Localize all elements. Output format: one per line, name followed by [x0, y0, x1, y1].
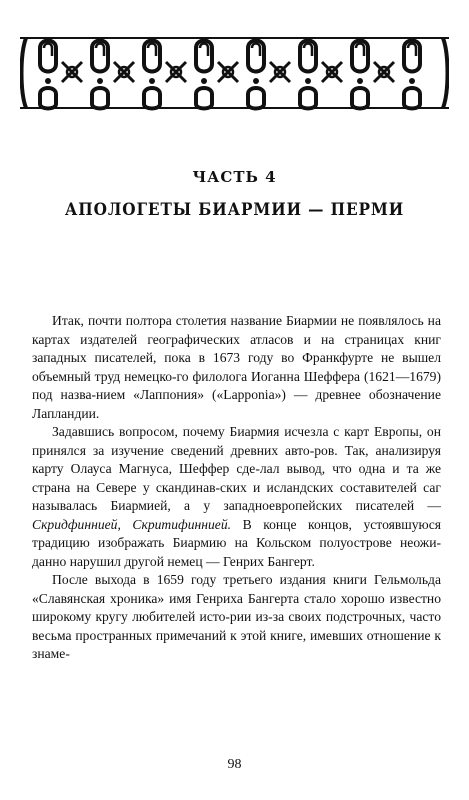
chapter-title: АПОЛОГЕТЫ БИАРМИИ — ПЕРМИ — [64, 200, 405, 220]
paragraph-2 — [32, 423, 441, 571]
chapter-number: ЧАСТЬ 4 — [192, 168, 277, 186]
paragraph-2-italic: Скридфиннией, Скритифиннией. — [32, 516, 232, 532]
paragraph-2-end: В конце концов, устоявшуюся традицию изображать Биармию на Кольском полуострове неожи-данно нарушил другой немец — Генрих Бангерт. — [32, 516, 441, 569]
paragraph-2-start: Задавшись вопросом, почему Биармия исчезла с карт Европы, он принялся за изучение сведений древних авто-ров. Так, анализируя карту Олауса Магнуса, Шеффер сде-лал вывод, что одна и та же страна на Севере у скандинав-ских и исландских составителей саг называлась Биармией, а у западноевропейских писателей — — [32, 424, 441, 513]
paragraph-3: После выхода в 1659 году третьего издания книги Гельмольда «Славянская хроника» имя Генриха Бангерта стало хорошо известно широкому кругу любителей исто-рии из-за своих подстрочных, часто весьма пространных примечаний к этой книге, имевших отношение к знаме- — [32, 572, 441, 661]
paragraph-1: Итак, почти полтора столетия название Биармии не появлялось на картах издателей географических атласов и на страницах книг западных писателей, пока в 1673 году во Франкфурте не вышел объемный труд немецко-го филолога Иоганна Шеффера (1621—1679) под назва-нием «Лаппония» («Lapponia») — древнее обозначение Лапландии. — [32, 313, 441, 421]
body-text — [32, 312, 441, 664]
ornament-header — [20, 34, 449, 112]
page-number: 98 — [227, 757, 242, 772]
